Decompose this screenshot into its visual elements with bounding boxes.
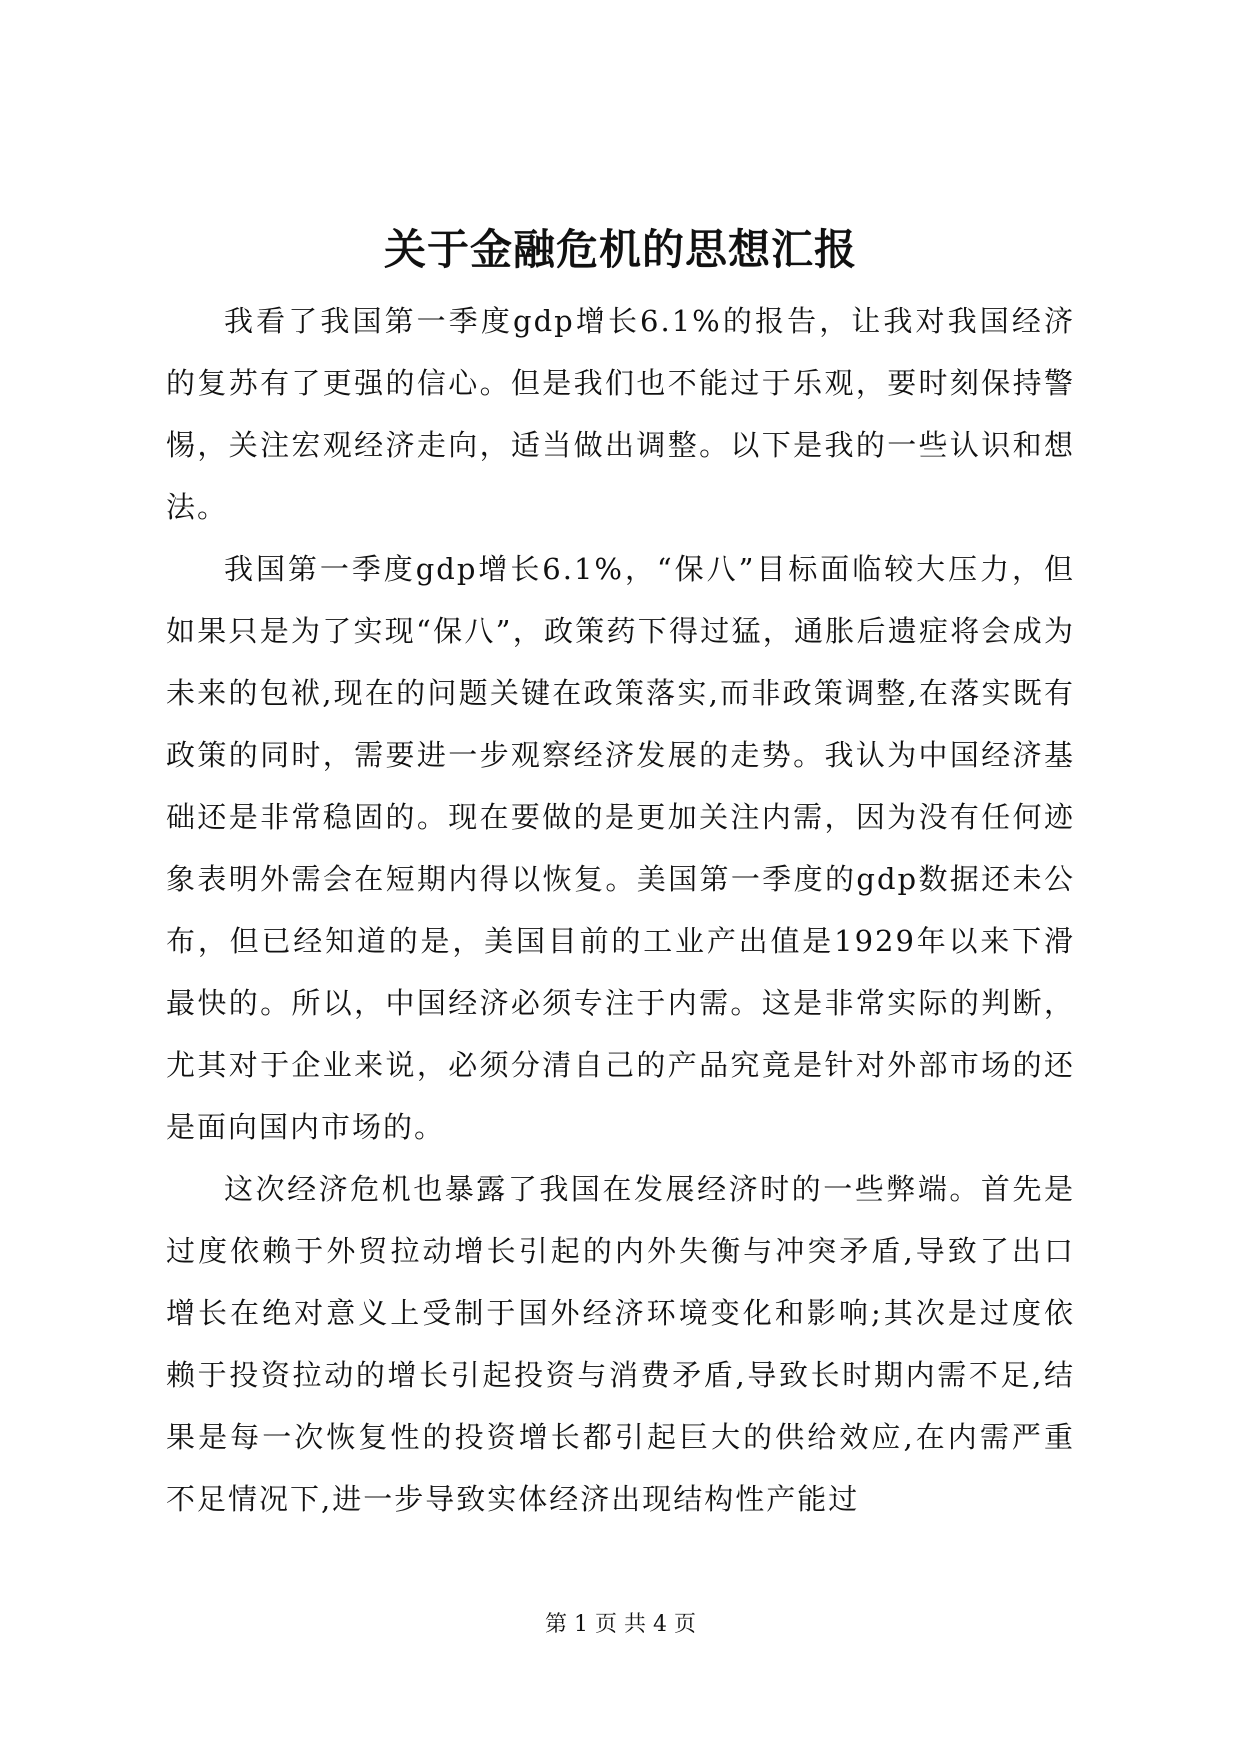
paragraph-3: 这次经济危机也暴露了我国在发展经济时的一些弊端。首先是过度依赖于外贸拉动增长引起的内外失衡与冲突矛盾,导致了出口增长在绝对意义上受制于国外经济环境变化和影响;其次是过度依赖于投资拉动的增长引起投资与消费矛盾,导致长时期内需不足,结果是每一次恢复性的投资增长都引起巨大的供给效应,在内需严重不足情况下,进一步导致实体经济出现结构性产能过: [166, 1172, 1075, 1516]
document-title: 关于金融危机的思想汇报: [383, 225, 857, 274]
paragraph-2: 我国第一季度gdp增长6.1%，“保八”目标面临较大压力，但如果只是为了实现“保八”，政策药下得过猛，通胀后遗症将会成为未来的包袱,现在的问题关键在政策落实,而非政策调整,在落实既有政策的同时，需要进一步观察经济发展的走势。我认为中国经济基础还是非常稳固的。现在要做的是更加关注内需，因为没有任何迹象表明外需会在短期内得以恢复。美国第一季度的gdp数据还未公布，但已经知道的是，美国目前的工业产出值是1929年以来下滑最快的。所以，中国经济必须专注于内需。这是非常实际的判断，尤其对于企业来说，必须分清自己的产品究竟是针对外部市场的还是面向国内市场的。: [166, 552, 1075, 1144]
document-body: [166, 290, 1075, 1530]
paragraph-1: 我看了我国第一季度gdp增长6.1%的报告，让我对我国经济的复苏有了更强的信心。但是我们也不能过于乐观，要时刻保持警惕，关注宏观经济走向，适当做出调整。以下是我的一些认识和想法。: [166, 304, 1075, 524]
page-footer: [0, 1610, 1241, 1640]
page-number: 第 1 页 共 4 页: [545, 1612, 696, 1637]
